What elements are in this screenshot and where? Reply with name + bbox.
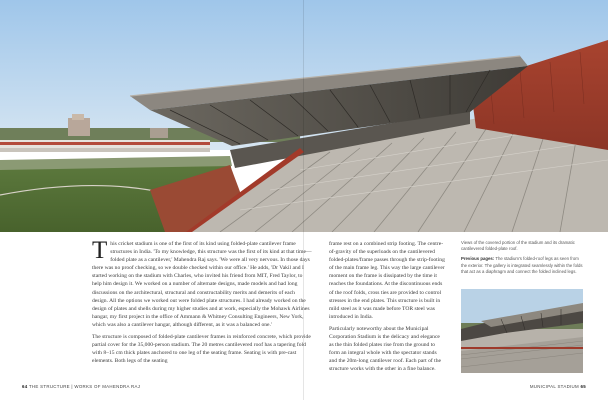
- body-paragraph: Particularly noteworthy about the Municipal Corporation Stadium is the delicacy and elegance as the thin folded plates rise from the ground to form an integral whole with the spectator stands and the 20m-long cantilever roof. Each part of the structure works with the other in a fine balance.: [329, 325, 441, 373]
- caption-top: Views of the covered portion of the stadium and its dramatic cantilevered folded-plate roof.: [461, 240, 575, 252]
- footer-right: [530, 384, 586, 389]
- caption-previous-pages: [461, 256, 583, 275]
- stadium-thumbnail-photo: [461, 289, 583, 373]
- page-number-left: 64: [22, 384, 28, 389]
- footer-left: [22, 384, 140, 389]
- caption-text: The stadium's folded-roof legs as seen from the exterior. The gallery is integrated seamlessly within the folds that act as a diaphragm and connect the folded inclined legs.: [461, 256, 583, 274]
- running-title-right: MUNICIPAL STADIUM: [529, 384, 579, 389]
- body-paragraph-text: his cricket stadium is one of the first of its kind using folded-plate cantilever frame structures in India. 'To my knowledge, this structure was the first of its kind at that time—folded plate as a cantilever,' Mahendra Raj says. 'We were all very nervous. In those days there was no proof checking, so we double checked within our office.' He adds, 'Dr Vakil and I started working on the stadium with Charles, who invited his friend from MIT, Fred Taylor, to help him design it. We worked on a number of alternate designs, made models and had long discussions on the architectural, structural and constructability merits and demerits of each design. All the options we worked out were folded plate structures. I had already worked on the design of plates and shells during my higher studies and at work, especially the Mohawk Airlines hangar, my first project in the office of Ammann & Whitney Consulting Engineers, New York, which was also a cantilever hangar, although different, as it was a balanced one.': [92, 241, 312, 328]
- body-paragraph: The structure is composed of folded-plate cantilever frames in reinforced concrete, which provide partial cover for the 35,000-person stadium. The 20 metres cantilevered roof has a tapering fold with 8–15 cm thick plates anchored to one leg of the seating frame. Seating is with pre-cast elements. Both legs of the seating: [92, 334, 311, 365]
- body-paragraph: [92, 237, 312, 329]
- body-column-left: [92, 237, 312, 369]
- body-paragraph: frame rest on a combined strip footing. The centre-of-gravity of the superloads on the cantilevered folded-plates/frame passes through the strip-footing of the main frame leg. This way the large cantilever moment on the frame is dissipated by the time it reaches the foundations. At the discontinuous ends of the roof folds, cross ties are provided to control stresses in the end plates. This structure is built in mild steel as it was made before TOR steel was introduced in India.: [329, 241, 445, 320]
- caption-column: [461, 240, 583, 279]
- body-column-middle: [329, 240, 445, 378]
- running-title-left: THE STRUCTURE | WORKS OF MAHENDRA RAJ: [28, 384, 141, 389]
- drop-cap: T: [92, 237, 108, 264]
- caption-lead: Previous pages:: [461, 256, 495, 262]
- page-number-right: 65: [580, 384, 586, 389]
